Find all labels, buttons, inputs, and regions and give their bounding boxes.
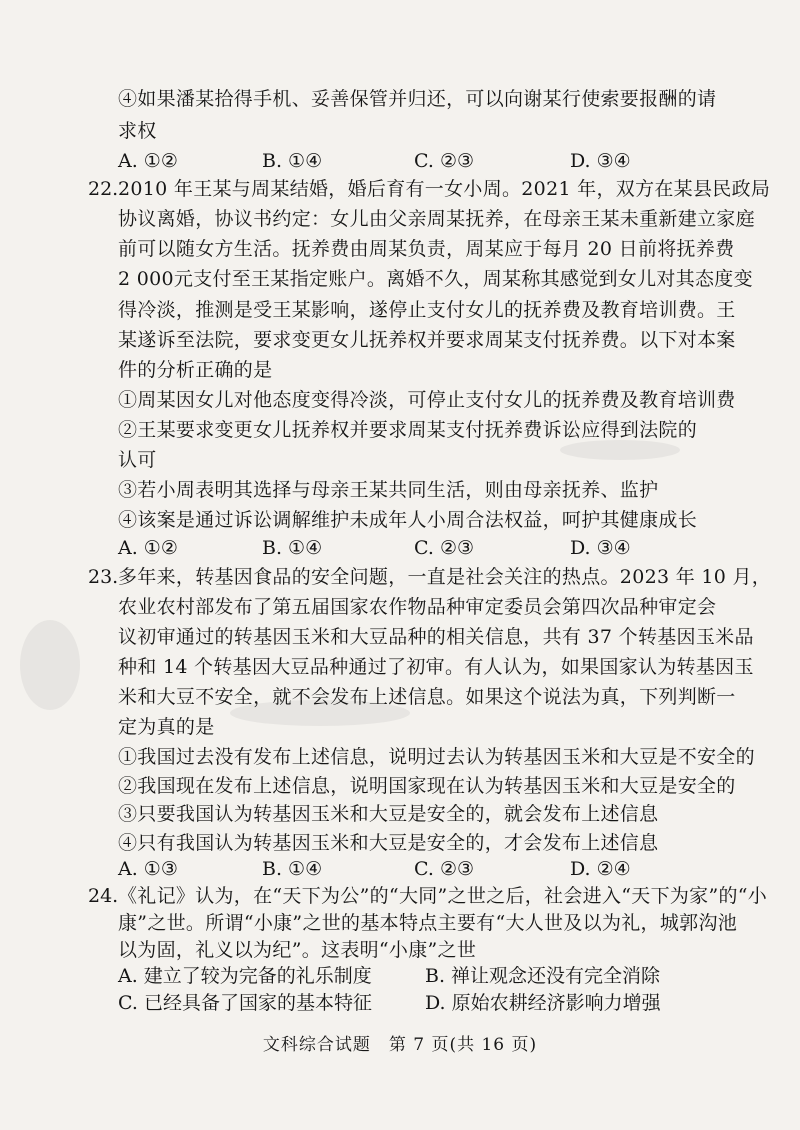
q22-stem-line: 前可以随女方生活。抚养费由周某负责，周某应于每月 20 日前将抚养费 — [118, 238, 735, 261]
q23-option-a[interactable]: A. ①③ — [118, 858, 178, 881]
q22-option-d[interactable]: D. ③④ — [570, 537, 631, 560]
q22-option-c[interactable]: C. ②③ — [414, 537, 475, 560]
q23-stem-line: 种和 14 个转基因大豆品种通过了初审。有人认为，如果国家认为转基因玉 — [118, 656, 754, 679]
page-footer: 文科综合试题 第 7 页(共 16 页) — [262, 1035, 538, 1055]
q24-number: 24. — [88, 885, 119, 908]
q24-option-a[interactable]: A. 建立了较为完备的礼乐制度 — [118, 965, 372, 988]
q23-stem-line: 议初审通过的转基因玉米和大豆品种的相关信息，共有 37 个转基因玉米品 — [118, 626, 754, 649]
q22-stem-line: 得冷淡，推测是受王某影响，遂停止支付女儿的抚养费及教育培训费。王 — [118, 298, 736, 321]
q24-option-c[interactable]: C. 已经具备了国家的基本特征 — [118, 992, 372, 1014]
q24-option-d[interactable]: D. 原始农耕经济影响力增强 — [425, 992, 661, 1014]
q23-stem-line: 农业农村部发布了第五届国家农作物品种审定委员会第四次品种审定会 — [118, 595, 717, 618]
q22-statement-3: ③若小周表明其选择与母亲王某共同生活，则由母亲抚养、监护 — [118, 479, 659, 501]
q23-statement-4: ④只有我国认为转基因玉米和大豆是安全的，才会发布上述信息 — [118, 831, 659, 854]
q23-option-d[interactable]: D. ②④ — [570, 858, 631, 881]
scan-smudge — [560, 440, 680, 460]
q22-number: 22. — [88, 178, 119, 201]
q22-stem-line: 协议离婚，协议书约定：女儿由父亲周某抚养，在母亲王某未重新建立家庭 — [118, 208, 755, 231]
q21-option-b[interactable]: B. ①④ — [262, 149, 323, 172]
q23-stem-line: 定为真的是 — [118, 716, 215, 739]
q22-statement-2: ②王某要求变更女儿抚养权并要求周某支付抚养费诉讼应得到法院的 — [118, 418, 698, 441]
q22-option-b[interactable]: B. ①④ — [262, 537, 323, 560]
q21-option-d[interactable]: D. ③④ — [570, 149, 631, 172]
q22-option-a[interactable]: A. ①② — [118, 537, 178, 560]
q22-statement-2-cont: 认可 — [118, 448, 157, 471]
q22-statement-1: ①周某因女儿对他态度变得冷淡，可停止支付女儿的抚养费及教育培训费 — [118, 388, 736, 411]
q23-statement-3: ③只要我国认为转基因玉米和大豆是安全的，就会发布上述信息 — [118, 803, 659, 826]
q21-option-c[interactable]: C. ②③ — [414, 149, 475, 172]
q22-stem-line: 某遂诉至法院，要求变更女儿抚养权并要求周某支付抚养费。以下对本案 — [118, 328, 736, 351]
q22-stem-line: 2 000元支付至王某指定账户。离婚不久，周某称其感觉到女儿对其态度变 — [118, 268, 753, 291]
q23-statement-1: ①我国过去没有发布上述信息，说明过去认为转基因玉米和大豆是不安全的 — [118, 746, 755, 769]
q23-number: 23. — [88, 565, 119, 588]
q23-option-b[interactable]: B. ①④ — [262, 858, 323, 881]
scan-smudge — [20, 620, 80, 710]
q21-statement-4-cont: 求权 — [118, 119, 157, 142]
q23-stem-line: 多年来，转基因食品的安全问题，一直是社会关注的热点。2023 年 10 月， — [118, 565, 772, 588]
q22-statement-4: ④该案是通过诉讼调解维护未成年人小周合法权益，呵护其健康成长 — [118, 509, 698, 532]
q23-statement-2: ②我国现在发布上述信息，说明国家现在认为转基因玉米和大豆是安全的 — [118, 774, 736, 797]
q24-stem-line: 以为固，礼义以为纪”。这表明“小康”之世 — [118, 938, 477, 961]
q23-stem-line: 米和大豆不安全，就不会发布上述信息。如果这个说法为真，下列判断一 — [118, 686, 736, 709]
q24-stem-line: 康”之世。所谓“小康”之世的基本特点主要有“大人世及以为礼，城郭沟池 — [118, 911, 738, 934]
q23-option-c[interactable]: C. ②③ — [414, 858, 475, 881]
q21-option-a[interactable]: A. ①② — [118, 149, 178, 172]
q22-stem-line: 件的分析正确的是 — [118, 358, 273, 381]
q22-stem-line: 2010 年王某与周某结婚，婚后育有一女小周。2021 年，双方在某县民政局 — [118, 178, 771, 201]
q24-option-b[interactable]: B. 禅让观念还没有完全消除 — [425, 965, 661, 988]
q24-stem-line: 《礼记》认为，在“天下为公”的“大同”之世之后，社会进入“天下为家”的“小 — [118, 885, 768, 908]
q21-statement-4: ④如果潘某拾得手机、妥善保管并归还，可以向谢某行使索要报酬的请 — [118, 88, 717, 110]
